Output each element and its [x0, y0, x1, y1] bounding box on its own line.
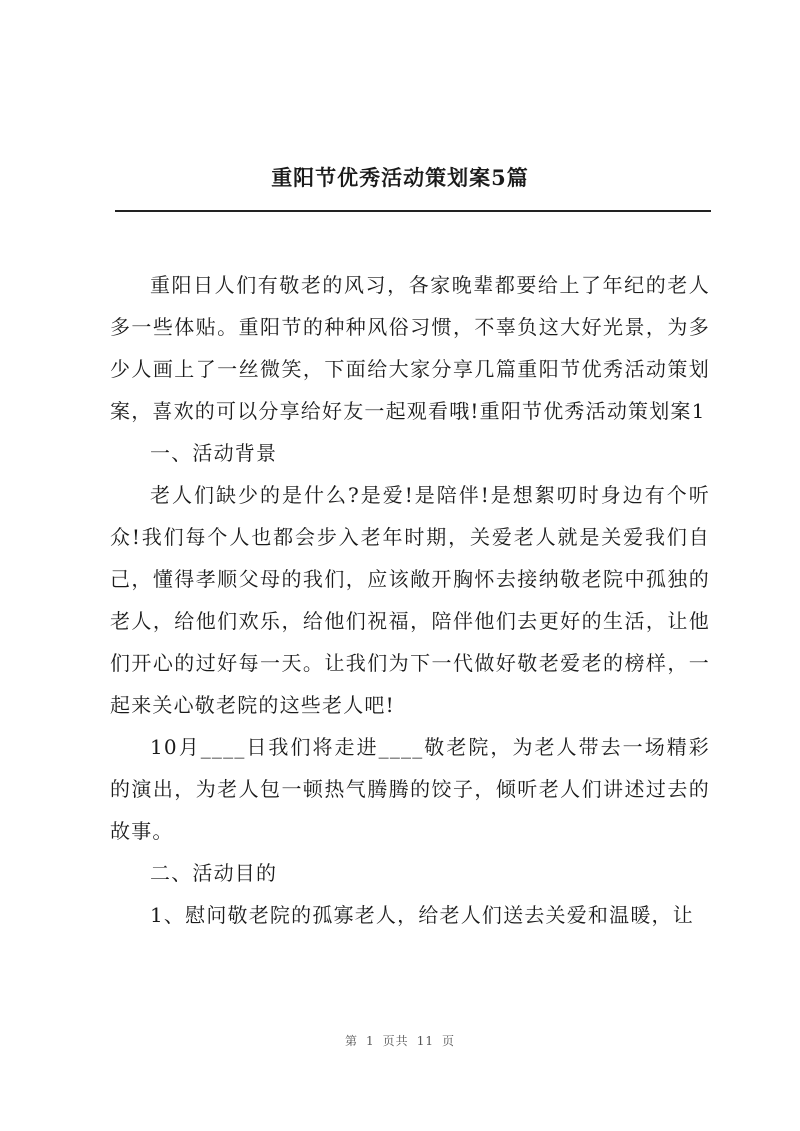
document-body	[110, 264, 710, 936]
event-date-paragraph: 10月____日我们将走进____敬老院，为老人带去一场精彩的演出，为老人包一顿热气腾腾的饺子，倾听老人们讲述过去的故事。	[110, 735, 710, 843]
document-title: 重阳节优秀活动策划案5篇	[271, 165, 529, 190]
intro-paragraph: 重阳日人们有敬老的风习，各家晚辈都要给上了年纪的老人多一些体贴。重阳节的种种风俗习惯，不辜负这大好光景，为多少人画上了一丝微笑，下面给大家分享几篇重阳节优秀活动策划案，喜欢的可以分享给好友一起观看哦!重阳节优秀活动策划案1	[110, 273, 710, 423]
footer-label-page: 第	[345, 1034, 359, 1048]
footer-label-end: 页	[441, 1034, 455, 1048]
footer-total-pages: 11	[416, 1034, 434, 1048]
footer-current-page: 1	[366, 1034, 375, 1048]
section-heading-background: 一、活动背景	[150, 441, 278, 465]
footer-label-total: 页共	[382, 1034, 409, 1048]
title-divider	[115, 210, 711, 212]
page-footer	[0, 1032, 800, 1049]
section-heading-purpose: 二、活动目的	[150, 861, 278, 885]
purpose-item-1: 1、慰问敬老院的孤寡老人，给老人们送去关爱和温暖，让	[150, 903, 694, 927]
background-paragraph: 老人们缺少的是什么?是爱!是陪伴!是想絮叨时身边有个听众!我们每个人也都会步入老年时期，关爱老人就是关爱我们自己，懂得孝顺父母的我们，应该敞开胸怀去接纳敬老院中孤独的老人，给他们欢乐，给他们祝福，陪伴他们去更好的生活，让他们开心的过好每一天。让我们为下一代做好敬老爱老的榜样，一起来关心敬老院的这些老人吧!	[110, 483, 710, 717]
